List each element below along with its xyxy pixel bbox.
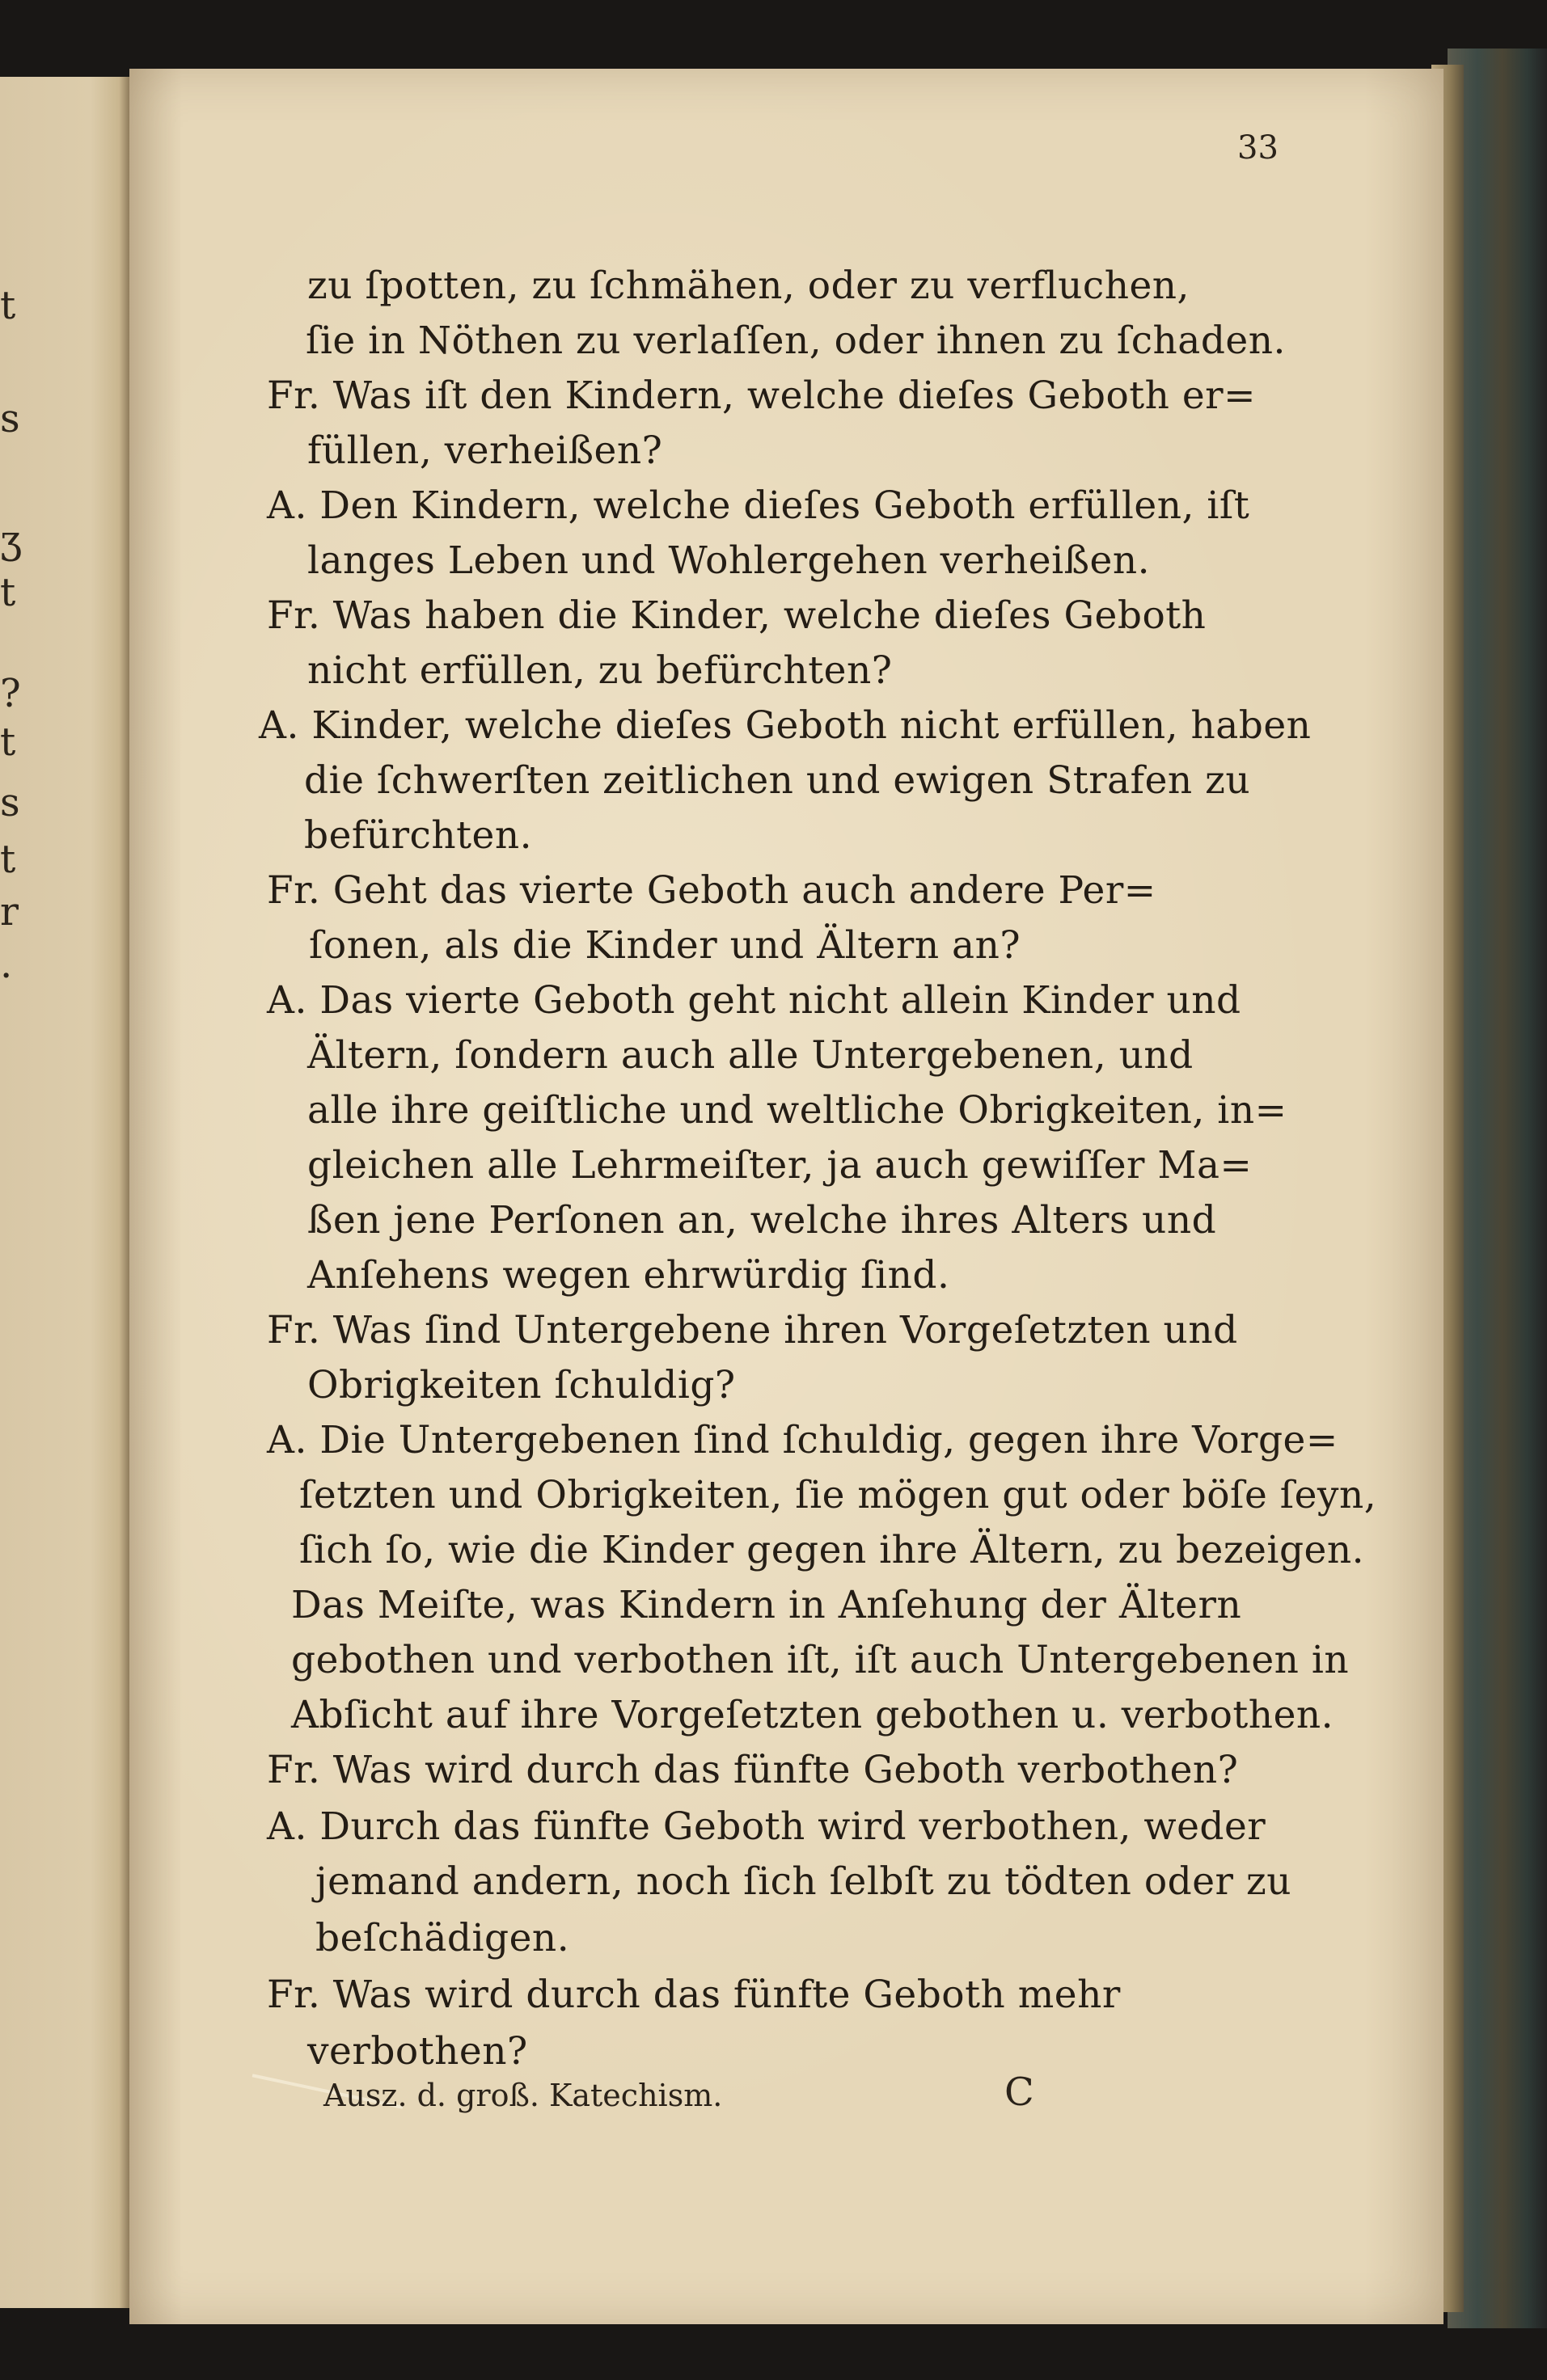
signature-mark: C	[1004, 2070, 1034, 2115]
page-number: 33	[1237, 129, 1279, 167]
facing-page-edge	[0, 77, 129, 2308]
text-line: nicht erfüllen, zu befürchten?	[307, 648, 893, 693]
text-line: A. Den Kindern, welche dieſes Geboth erfüllen, iſt	[267, 483, 1250, 528]
text-line: Anſehens wegen ehrwürdig ſind.	[307, 1253, 950, 1298]
text-line: füllen, verheißen?	[307, 428, 663, 473]
text-line: Fr. Geht das vierte Geboth auch andere Per=	[267, 868, 1156, 913]
facing-page-fragment: t	[0, 837, 16, 882]
text-line: ſetzten und Obrigkeiten, ſie mögen gut oder böſe ſeyn,	[299, 1473, 1377, 1517]
text-line: A. Kinder, welche dieſes Geboth nicht erfüllen, haben	[259, 703, 1312, 748]
text-line: Fr. Was wird durch das fünfte Geboth verbothen?	[267, 1748, 1239, 1792]
text-line: ſie in Nöthen zu verlaſſen, oder ihnen zu ſchaden.	[306, 319, 1286, 363]
facing-page-fragment: r	[0, 889, 19, 935]
text-line: gebothen und verbothen iſt, iſt auch Untergebenen in	[291, 1638, 1350, 1682]
text-line: gleichen alle Lehrmeiſter, ja auch gewiſſer Ma=	[307, 1143, 1253, 1188]
text-line: zu ſpotten, zu ſchmähen, oder zu verfluchen,	[307, 264, 1190, 308]
facing-page-fragment: .	[0, 942, 13, 987]
text-line: ſich ſo, wie die Kinder gegen ihre Ältern, zu bezeigen.	[299, 1528, 1365, 1572]
text-line: Fr. Was wird durch das fünfte Geboth mehr	[267, 1973, 1121, 2017]
text-line: Ältern, ſondern auch alle Untergebenen, und	[307, 1033, 1194, 1078]
facing-page-fragment: t	[0, 283, 16, 328]
text-line: Obrigkeiten ſchuldig?	[307, 1363, 736, 1407]
text-line: Das Meiſte, was Kindern in Anſehung der Ältern	[291, 1583, 1242, 1627]
text-line: ßen jene Perſonen an, welche ihres Alters und	[307, 1198, 1217, 1243]
text-line: A. Die Untergebenen ſind ſchuldig, gegen ihre Vorge=	[267, 1418, 1338, 1462]
text-line: befürchten.	[304, 813, 533, 858]
facing-page-fragment: t	[0, 719, 16, 765]
text-line: Abſicht auf ihre Vorgeſetzten gebothen u. verbothen.	[291, 1693, 1334, 1737]
text-line: Fr. Was haben die Kinder, welche dieſes Geboth	[267, 593, 1207, 638]
facing-page-fragment: ?	[0, 671, 21, 716]
facing-page-fragment: ʒ	[0, 517, 23, 563]
text-line: langes Leben und Wohlergehen verheißen.	[307, 538, 1151, 583]
facing-page-fragment: s	[0, 396, 20, 441]
text-line: jemand andern, noch ſich ſelbſt zu tödten oder zu	[315, 1859, 1291, 1904]
footer-title: Ausz. d. groß. Katechism.	[323, 2078, 723, 2113]
text-line: Fr. Was iſt den Kindern, welche dieſes Geboth er=	[267, 373, 1257, 418]
text-line: A. Durch das fünfte Geboth wird verbothen, weder	[267, 1804, 1266, 1849]
text-line: alle ihre geiſtliche und weltliche Obrigkeiten, in=	[307, 1088, 1287, 1133]
text-line: A. Das vierte Geboth geht nicht allein Kinder und	[267, 978, 1241, 1023]
text-line: die ſchwerſten zeitlichen und ewigen Strafen zu	[304, 758, 1251, 803]
text-line: Fr. Was ſind Untergebene ihren Vorgeſetzten und	[267, 1308, 1238, 1352]
facing-page-fragment: s	[0, 780, 20, 825]
text-line: beſchädigen.	[315, 1916, 570, 1960]
facing-page-fragment: t	[0, 570, 16, 615]
text-line: verbothen?	[307, 2029, 528, 2074]
text-line: ſonen, als die Kinder und Ältern an?	[309, 923, 1021, 968]
